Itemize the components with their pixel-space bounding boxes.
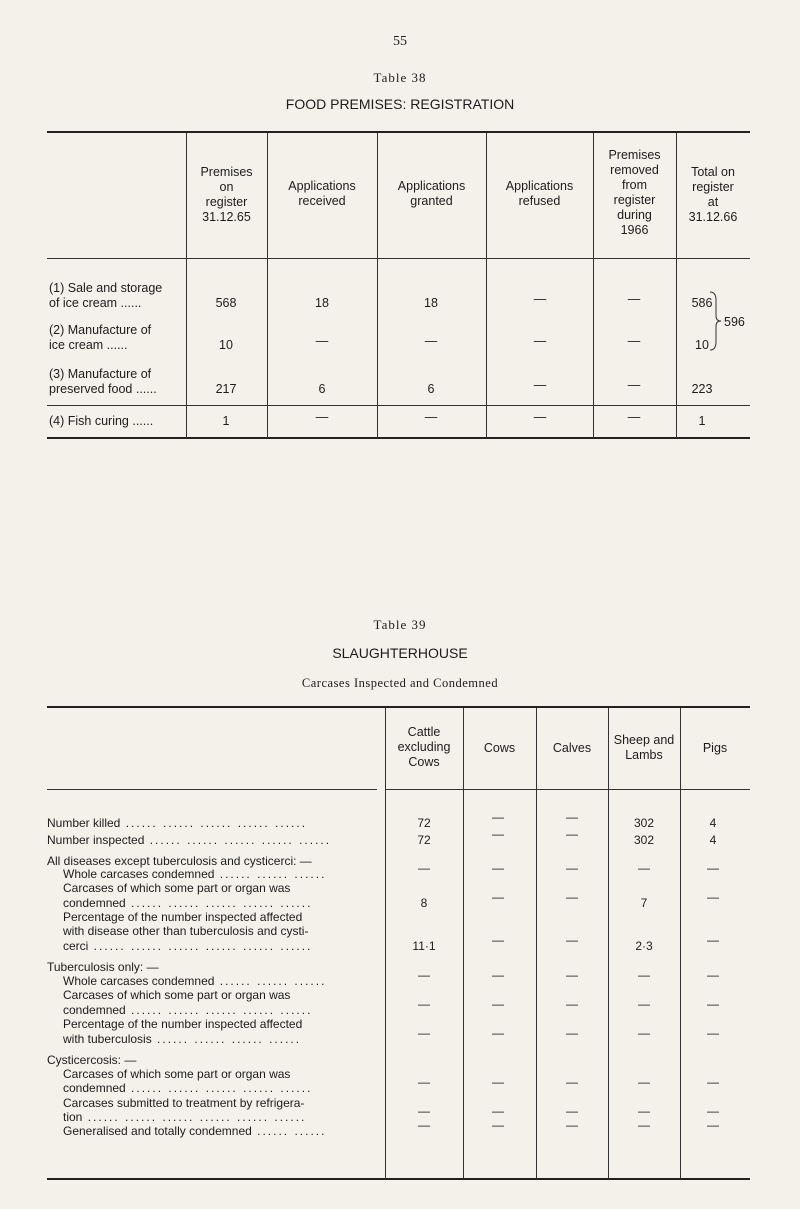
table39-row-label: Whole carcases condemned ...... ...... ...... [63, 867, 327, 881]
table38-cell: — [424, 334, 438, 348]
table39-cell: 11·1 [412, 939, 436, 953]
table39-row-label: condemned ...... ...... ...... ...... ...... [63, 1081, 313, 1095]
table39-cell: 7 [640, 896, 648, 910]
table38-cell: — [533, 378, 547, 392]
table39-cell: 72 [417, 816, 431, 830]
page-number: 55 [393, 34, 407, 49]
table39-header-pigs: Pigs [702, 741, 728, 755]
table38-header-total-on-register: Total on register at 31.12.66 [688, 165, 738, 224]
table38-title: FOOD PREMISES: REGISTRATION [285, 96, 515, 112]
table39-row-label: with tuberculosis ...... ...... ...... ...... [63, 1032, 302, 1046]
table38-cell: — [315, 410, 329, 424]
table38-row-label: (4) Fish curing ...... [49, 414, 154, 428]
table39-cell: — [707, 1118, 719, 1132]
table38-cell: 1 [698, 414, 706, 428]
table38-row-label: (2) Manufacture of ice cream ...... [49, 323, 152, 352]
table39-cell: — [492, 997, 504, 1011]
table38-cell: — [627, 410, 641, 424]
table39-row-label: Percentage of the number inspected affected [63, 1017, 303, 1031]
table39-cell: — [492, 861, 504, 875]
table38-header-applications-granted: Applications granted [397, 179, 466, 208]
table39-cell: — [638, 861, 650, 875]
table39-title: SLAUGHTERHOUSE [332, 645, 468, 661]
table39-cell: — [707, 890, 719, 904]
table39-cell: — [566, 810, 578, 824]
table39-cell: — [638, 1075, 650, 1089]
table39-header-calves: Calves [552, 741, 592, 755]
table38-bracket-total: 596 [724, 315, 745, 329]
bracket-icon [708, 290, 724, 352]
table39-cell: — [566, 1118, 578, 1132]
table39-cell: — [707, 1026, 719, 1040]
table39-cell: — [492, 968, 504, 982]
table38-cell: 10 [695, 338, 709, 352]
table39-cell: — [418, 1118, 430, 1132]
table39-cell: — [566, 890, 578, 904]
table38-cell: — [627, 378, 641, 392]
table39-row-label: Carcases submitted to treatment by refrigera- [63, 1096, 305, 1110]
table38-cell: — [533, 410, 547, 424]
table38-cell: — [315, 334, 329, 348]
table39-row-label: All diseases except tuberculosis and cysticerci: — [47, 854, 312, 868]
table39-cell: — [492, 1026, 504, 1040]
table39-row-label: condemned ...... ...... ...... ...... ...... [63, 1003, 313, 1017]
table39-cell: 2·3 [635, 939, 653, 953]
table39-cell: — [566, 933, 578, 947]
table38-cell: 217 [215, 382, 237, 396]
table39-row-label: Number inspected ...... ...... ...... ...... ...... [47, 833, 332, 847]
table38-cell: — [533, 334, 547, 348]
table39-row-label: condemned ...... ...... ...... ...... ...... [63, 896, 313, 910]
table39-row-label: Carcases of which some part or organ was [63, 988, 291, 1002]
table39-row-label: tion ...... ...... ...... ...... ...... ...... [63, 1110, 307, 1124]
table39-cell: — [638, 968, 650, 982]
table38-cell: 10 [219, 338, 233, 352]
table39-cell: — [566, 827, 578, 841]
table39-row-label: Percentage of the number inspected affected [63, 910, 303, 924]
table39-row-label: cerci ...... ...... ...... ...... ...... ...... [63, 939, 313, 953]
table38-cell: 568 [215, 296, 237, 310]
table38-cell: — [533, 292, 547, 306]
table38-header-applications-refused: Applications refused [505, 179, 574, 208]
table39-cell: — [418, 997, 430, 1011]
table39-row-label: with disease other than tuberculosis and cysti- [63, 924, 309, 938]
table38-cell: — [627, 292, 641, 306]
table39-cell: — [418, 1075, 430, 1089]
table39-cell: — [492, 827, 504, 841]
table39-row-label: Carcases of which some part or organ was [63, 881, 291, 895]
table38-cell: 18 [424, 296, 438, 310]
table39-cell: — [638, 1026, 650, 1040]
table39-cell: 4 [709, 833, 717, 847]
table39-cell: — [566, 997, 578, 1011]
table38-header-applications-received: Applications received [288, 179, 356, 208]
table39-cell: — [492, 890, 504, 904]
table38-label: Table 38 [373, 70, 427, 85]
table39-cell: 302 [633, 816, 655, 830]
table39-cell: — [638, 1104, 650, 1118]
table38-cell: 6 [427, 382, 435, 396]
table39-cell: — [638, 997, 650, 1011]
table39-cell: — [707, 1075, 719, 1089]
table38-row-label: (3) Manufacture of preserved food ...... [49, 367, 157, 396]
table39-subtitle: Carcases Inspected and Condemned [301, 676, 499, 690]
table39-cell: — [566, 968, 578, 982]
table39-cell: — [707, 861, 719, 875]
table39-cell: — [418, 1104, 430, 1118]
table38-cell: 586 [691, 296, 713, 310]
table39-row-label: Generalised and totally condemned ...... ...... [63, 1124, 327, 1138]
table39-cell: — [492, 933, 504, 947]
table39-cell: 8 [420, 896, 428, 910]
table39-cell: — [492, 1118, 504, 1132]
table39-cell: — [566, 1026, 578, 1040]
table38-cell: 18 [315, 296, 329, 310]
table39-cell: — [707, 933, 719, 947]
table39-label: Table 39 [373, 617, 427, 632]
table38-row-label: (1) Sale and storage of ice cream ...... [49, 281, 163, 310]
table39-row-label: Carcases of which some part or organ was [63, 1067, 291, 1081]
table38-header-premises-removed: Premises removed from register during 1966 [608, 148, 661, 237]
table39-cell: — [418, 861, 430, 875]
table39-cell: — [707, 1104, 719, 1118]
table39-header-sheep-lambs: Sheep and Lambs [613, 733, 675, 762]
table38-cell: — [627, 334, 641, 348]
table39-row-label: Cysticercosis: — [47, 1053, 137, 1067]
table38-cell: 1 [222, 414, 230, 428]
table39-cell: — [492, 1075, 504, 1089]
table38-cell: — [424, 410, 438, 424]
table39-cell: — [566, 1075, 578, 1089]
table39-cell: — [492, 810, 504, 824]
table39-row-label: Tuberculosis only: — [47, 960, 159, 974]
table39-cell: — [566, 861, 578, 875]
table38-header-premises-on-register: Premises on register 31.12.65 [200, 165, 253, 224]
table39-cell: — [492, 1104, 504, 1118]
table39-cell: — [638, 1118, 650, 1132]
table39-cell: 302 [633, 833, 655, 847]
table39-cell: 72 [417, 833, 431, 847]
table39-row-label: Whole carcases condemned ...... ...... ...... [63, 974, 327, 988]
table38-cell: 223 [691, 382, 713, 396]
table39-header-cows: Cows [483, 741, 516, 755]
table39-cell: 4 [709, 816, 717, 830]
table39-cell: — [707, 997, 719, 1011]
table39-cell: — [707, 968, 719, 982]
table38-cell: 6 [318, 382, 326, 396]
table39-cell: — [418, 968, 430, 982]
table39-cell: — [566, 1104, 578, 1118]
table39-row-label: Number killed ...... ...... ...... ...... ...... [47, 816, 308, 830]
table39-header-cattle: Cattle excluding Cows [397, 725, 451, 769]
table39-cell: — [418, 1026, 430, 1040]
